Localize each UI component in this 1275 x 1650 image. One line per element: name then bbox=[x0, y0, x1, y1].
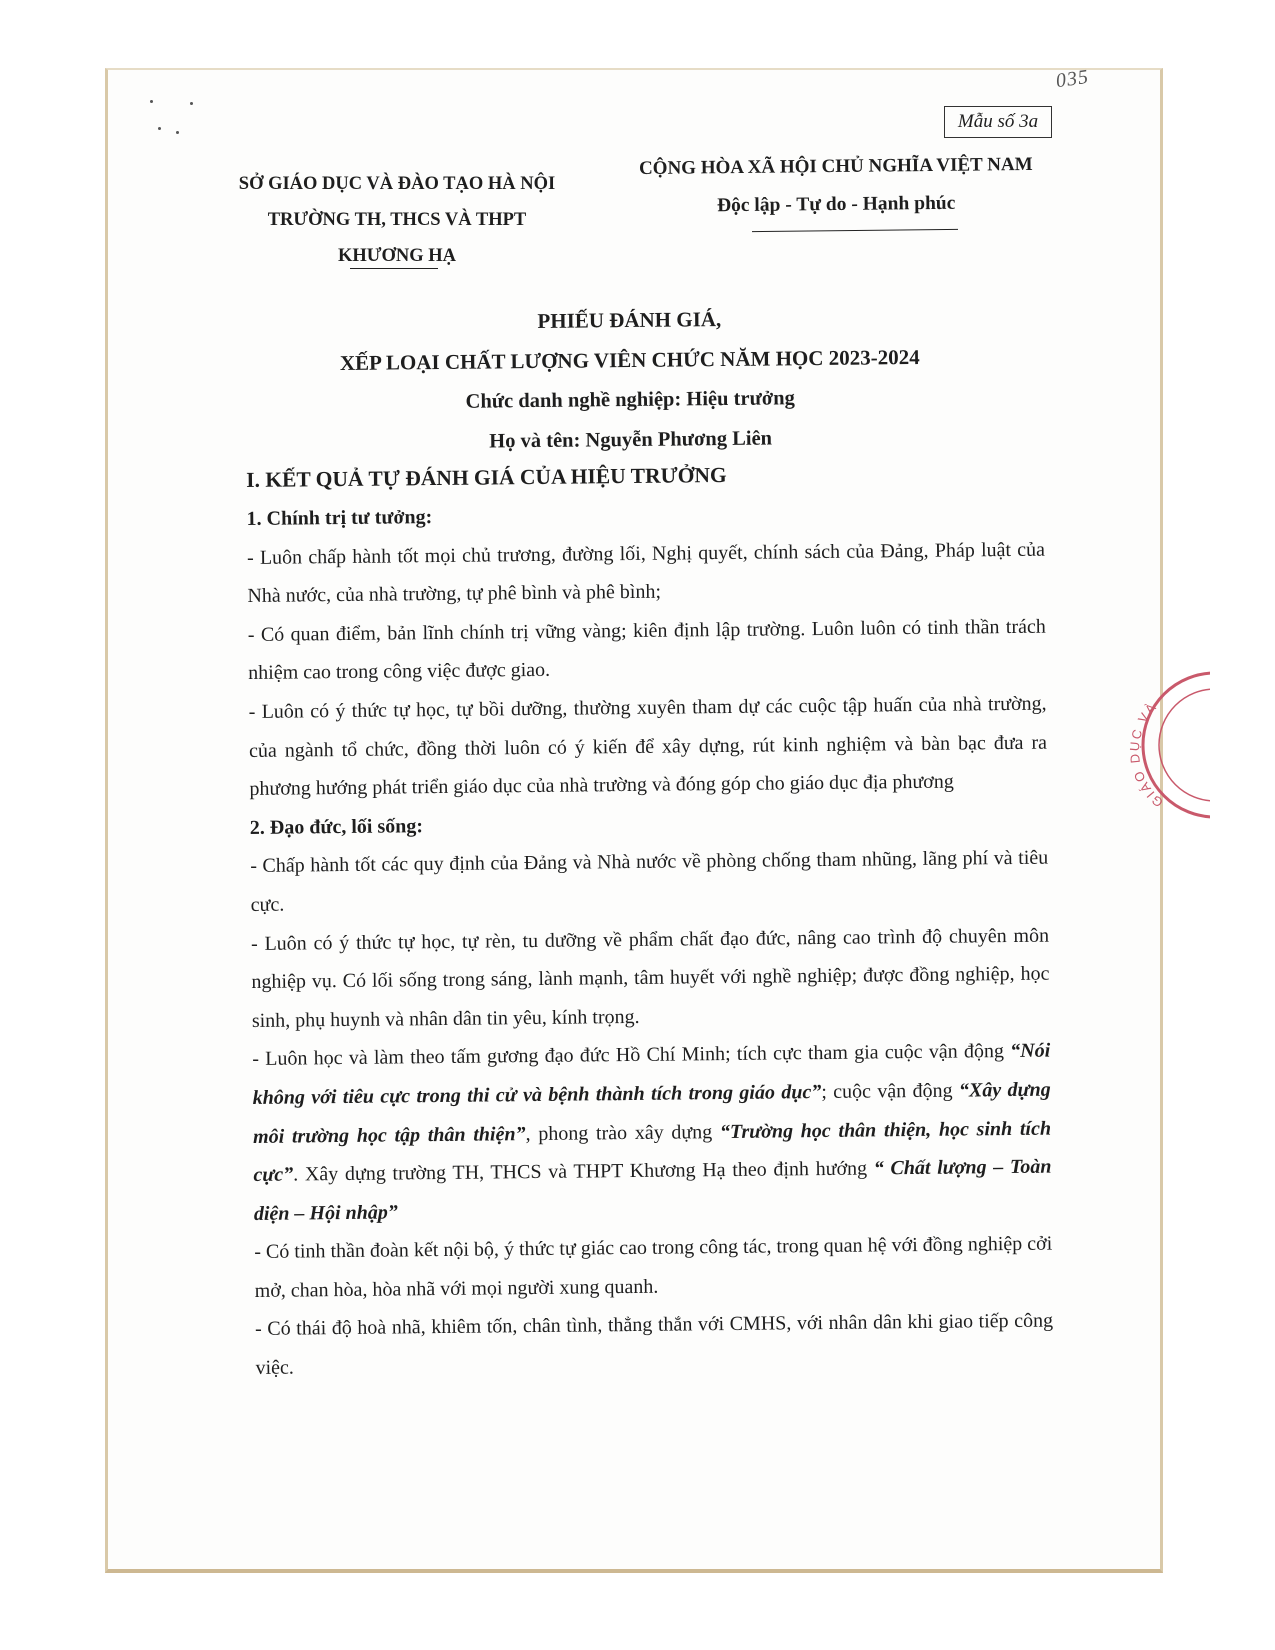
subsection-heading-2: 2. Đạo đức, lối sống: bbox=[249, 814, 424, 839]
nation-motto: Độc lập - Tự do - Hạnh phúc bbox=[716, 192, 956, 217]
form-number-box: Mẫu số 3a bbox=[944, 106, 1052, 138]
org-line-1: SỞ GIÁO DỤC VÀ ĐÀO TẠO HÀ NỘI bbox=[238, 174, 556, 194]
paragraph: - Luôn có ý thức tự học, tự bồi dưỡng, thường xuyên tham dự các cuộc tập huấn của nhà trường, của ngành tổ chức, đồng thời luôn có ý kiến để xây dựng, rút kinh nghiệm và bàn bạc đưa ra phương hướng phát triển giáo dục của nhà trường và đóng góp cho giáo dục địa phương bbox=[248, 692, 1048, 801]
org-line-3: KHƯƠNG HẠ bbox=[337, 246, 457, 266]
paragraph: - Chấp hành tốt các quy định của Đảng và Nhà nước về phòng chống tham nhũng, lãng phí và tiêu cực. bbox=[250, 846, 1049, 916]
title-line-2: XẾP LOẠI CHẤT LƯỢNG VIÊN CHỨC NĂM HỌC 2023-2024 bbox=[339, 344, 920, 376]
org-line-2: TRƯỜNG TH, THCS VÀ THPT bbox=[267, 210, 527, 230]
position-line: Chức danh nghề nghiệp: Hiệu trưởng bbox=[465, 387, 795, 413]
organization-header bbox=[226, 166, 568, 274]
emphasis-campaign-2: “Xây dựng môi trường học tập thân thiện” bbox=[252, 1078, 1051, 1148]
national-header bbox=[610, 146, 1063, 227]
document-body bbox=[246, 452, 1054, 1388]
org-underline bbox=[350, 268, 438, 269]
paragraph: - Có thái độ hoà nhã, khiêm tốn, chân tình, thẳng thắn với CMHS, với nhân dân khi giao tiếp công việc. bbox=[254, 1310, 1054, 1380]
svg-text:GIÁO DỤC VÀ: GIÁO DỤC VÀ bbox=[1126, 698, 1166, 811]
nation-title: CỘNG HÒA XÃ HỘI CHỦ NGHĨA VIỆT NAM bbox=[638, 153, 1033, 180]
section-heading: I. KẾT QUẢ TỰ ĐÁNH GIÁ CỦA HIỆU TRƯỞNG bbox=[246, 462, 727, 492]
document-title-block bbox=[229, 296, 1031, 464]
red-seal-stamp bbox=[1120, 665, 1210, 825]
subsection-heading-1: 1. Chính trị tư tưởng: bbox=[246, 506, 433, 530]
paragraph: - Luôn chấp hành tốt mọi chủ trương, đường lối, Nghị quyết, chính sách của Đảng, Pháp luật của Nhà nước, của nhà trường, tự phê bình và phê bình; bbox=[246, 538, 1046, 608]
emphasis-movement: “Trường học thân thiện, học sinh tích cực” bbox=[253, 1117, 1052, 1187]
name-line: Họ và tên: Nguyễn Phương Liên bbox=[489, 427, 773, 453]
paragraph: - Có tinh thần đoàn kết nội bộ, ý thức tự giác cao trong công tác, trong quan hệ với đồng nghiệp cởi mở, chan hòa, hòa nhã với mọi người xung quanh. bbox=[254, 1232, 1053, 1302]
title-line-1: PHIẾU ĐÁNH GIÁ, bbox=[537, 307, 722, 333]
paragraph-with-emphasis: - Luôn học và làm theo tấm gương đạo đức Hồ Chí Minh; tích cực tham gia cuộc vận động “Nói không với tiêu cực trong thi cử và bệnh thành tích trong giáo dục”; cuộc vận động “Xây dựng môi trường học tập thân thiện”, phong trào xây dựng “Trường học thân thiện, học sinh tích cực”. Xây dựng trường TH, THCS và THPT Khương Hạ theo định hướng “ Chất lượng – Toàn diện – Hội nhập” bbox=[252, 1039, 1052, 1225]
paragraph: - Có quan điểm, bản lĩnh chính trị vững vàng; kiên định lập trường. Luôn luôn có tinh thần trách nhiệm cao trong công việc được giao. bbox=[247, 615, 1046, 685]
emphasis-motto: “ Chất lượng – Toàn diện – Hội nhập” bbox=[253, 1155, 1052, 1225]
paragraph: - Luôn có ý thức tự học, tự rèn, tu dưỡng về phẩm chất đạo đức, nâng cao trình độ chuyên môn nghiệp vụ. Có lối sống trong sáng, lành mạnh, tâm huyết với nghề nghiệp; được đồng nghiệp, học sinh, phụ huynh và nhân dân tin yêu, kính trọng. bbox=[250, 924, 1050, 1032]
handwritten-page-number: 035 bbox=[1054, 65, 1091, 93]
emphasis-campaign-1: “Nói không với tiêu cực trong thi cử và bệnh thành tích trong giáo dục” bbox=[252, 1039, 1051, 1109]
